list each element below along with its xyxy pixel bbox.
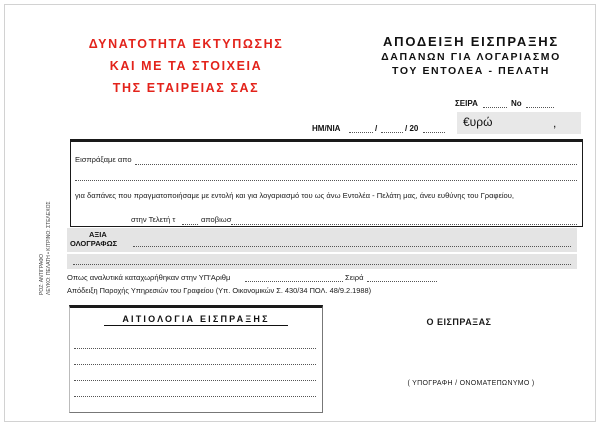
value-in-words-label-2: ΟΛΟΓΡΑΦΩΣ (70, 239, 118, 248)
recorded-series-label: Σειρά (345, 273, 364, 282)
reason-title: ΑΙΤΙΟΛΟΓΙΑ ΕΙΣΠΡΑΞΗΣ (122, 314, 270, 324)
received-from-label: Εισπράξαμε απο (75, 155, 132, 164)
reason-box (69, 305, 323, 413)
recorded-number-field[interactable] (245, 281, 343, 282)
amount-field[interactable] (457, 112, 581, 134)
series-label: ΣΕΙΡΑ (455, 99, 478, 108)
expenses-text: για δαπάνες που πραγματοποιήσαμε με εντολή και για λογαριασμό του ως άνω Εντολέα - Πελάτη μας, άνευ ευθύνης του Γραφείου, (75, 191, 515, 200)
signature-label: ( ΥΠΟΓΡΑΦΗ / ΟΝΟΜΑΤΕΠΩΝΥΜΟ ) (407, 380, 535, 387)
deceased-label: αποβιωσ (201, 215, 232, 224)
date-month-field[interactable] (381, 132, 403, 133)
copy-note-line-2: ΛΕΥΚΟ: ΠΕΛΑΤΗ • ΚΙΤΡΙΝΟ: ΣΤΕΛΕΧΟΣ (46, 201, 52, 295)
print-notice (69, 33, 303, 99)
collector-label: Ο ΕΙΣΠΡΑΞΑΣ (426, 317, 492, 327)
print-notice-line-1: ΔΥΝΑΤΟΤΗΤΑ ΕΚΤΥΠΩΣΗΣ (88, 37, 284, 51)
deceased-field[interactable] (231, 224, 577, 225)
value-in-words-line-2 (73, 264, 571, 265)
payment-details-box (70, 139, 583, 227)
title-line-1: ΑΠΟΔΕΙΞΗ ΕΙΣΠΡΑΞΗΣ (382, 34, 560, 49)
print-notice-line-2: ΚΑΙ ΜΕ ΤΑ ΣΤΟΙΧΕΙΑ (109, 59, 263, 73)
title-line-2: ΔΑΠΑΝΩΝ ΓΙΑ ΛΟΓΑΡΙΑΣΜΟ (381, 51, 561, 63)
copy-distribution-note (17, 201, 57, 295)
recorded-series-field[interactable] (367, 281, 437, 282)
date-day-field[interactable] (349, 132, 373, 133)
value-in-words-line (133, 246, 571, 247)
title-line-3: ΤΟΥ ΕΝΤΟΛΕΑ - ΠΕΛΑΤΗ (392, 65, 550, 77)
received-from-field-2[interactable] (75, 180, 577, 181)
notary-fee-label: στην Τελετή τ (131, 215, 176, 224)
date-label: ΗΜ/ΝΙΑ (312, 124, 341, 133)
value-in-words-label-1: ΑΞΙΑ (89, 230, 107, 239)
copy-note-line-1: ΡΟΖ: ΑΝΤΙΓΡΑΦΟ (39, 254, 45, 295)
receipt-form (4, 4, 596, 422)
receipt-title (365, 33, 577, 78)
recorded-label: Οπως αναλυτικά καταχωρήθηκαν στην ΥΠ'Αριθμ (67, 273, 231, 282)
print-notice-line-3: ΤΗΣ ΕΤΑΙΡΕΙΑΣ ΣΑΣ (112, 81, 260, 95)
received-from-field[interactable] (135, 164, 577, 165)
decimal-separator: , (553, 116, 557, 130)
number-label: Νο (511, 99, 522, 108)
currency-label: €υρώ (463, 115, 493, 129)
value-in-words-field-2[interactable] (67, 254, 577, 269)
date-separator-2: / 20 (405, 124, 419, 133)
date-year-field[interactable] (423, 132, 445, 133)
value-in-words-field[interactable] (67, 228, 577, 252)
number-field[interactable] (526, 107, 554, 108)
reason-line-3[interactable] (74, 380, 316, 381)
reason-line-2[interactable] (74, 364, 316, 365)
date-separator-1: / (375, 124, 378, 133)
legal-note: Απόδειξη Παροχής Υπηρεσιών του Γραφείου (Υπ. Οικονομικών Σ. 430/34 ΠΟΛ. 48/9.2.1988) (67, 286, 372, 295)
reason-title-underline (104, 325, 288, 326)
notary-fee-field[interactable] (182, 224, 198, 225)
reason-line-1[interactable] (74, 348, 316, 349)
reason-line-4[interactable] (74, 396, 316, 397)
series-field[interactable] (483, 107, 507, 108)
